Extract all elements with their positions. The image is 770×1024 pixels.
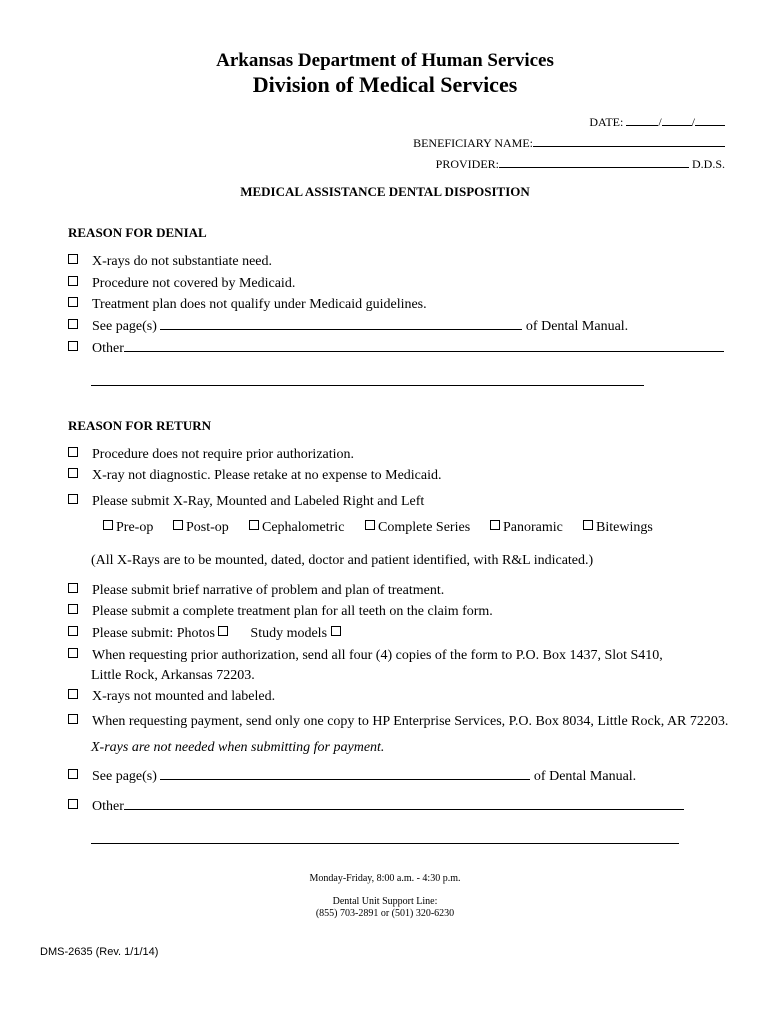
beneficiary-label: BENEFICIARY NAME: (413, 136, 533, 150)
return-item-label: Please submit a complete treatment plan for all teeth on the claim form. (92, 604, 493, 619)
checkbox[interactable] (68, 583, 78, 593)
other-label: Other (92, 341, 124, 356)
provider-label: PROVIDER: (435, 157, 499, 171)
checkbox[interactable] (68, 626, 78, 636)
checkbox[interactable] (68, 447, 78, 457)
payment-note: X-rays are not needed when submitting for payment. (91, 740, 385, 755)
denial-heading: REASON FOR DENIAL (68, 225, 207, 240)
xray-option-label: Complete Series (378, 520, 471, 535)
checkbox[interactable] (68, 319, 78, 329)
xray-note: (All X-Rays are to be mounted, dated, doctor and patient identified, with R&L indicated.) (91, 553, 594, 568)
date-separator: / (658, 115, 662, 129)
return-item[interactable] (68, 468, 442, 484)
checkbox[interactable] (68, 468, 78, 478)
see-pages-suffix: of Dental Manual. (525, 319, 629, 334)
prior-auth-address: Little Rock, Arkansas 72203. (91, 668, 255, 683)
checkbox[interactable] (68, 689, 78, 699)
checkbox[interactable] (173, 520, 183, 530)
checkbox[interactable] (68, 648, 78, 658)
return-item-label: Please submit brief narrative of problem and plan of treatment. (92, 583, 445, 598)
xray-option-preop[interactable] (103, 520, 153, 536)
return-item[interactable] (68, 648, 663, 664)
date-month-blank[interactable] (626, 114, 658, 126)
other-continuation-line[interactable] (91, 843, 679, 844)
checkbox[interactable] (68, 341, 78, 351)
return-item[interactable] (68, 689, 275, 705)
other-blank[interactable] (124, 798, 684, 810)
denial-item-label: X-rays do not substantiate need. (92, 254, 273, 269)
return-item[interactable] (68, 714, 728, 730)
other-continuation-line[interactable] (91, 385, 644, 386)
checkbox[interactable] (68, 494, 78, 504)
xray-option-label: Panoramic (503, 520, 563, 535)
xray-option-label: Bitewings (596, 520, 653, 535)
form-title: MEDICAL ASSISTANCE DENTAL DISPOSITION (240, 184, 530, 199)
support-line-label: Dental Unit Support Line: (332, 896, 438, 907)
date-label: DATE: (589, 115, 624, 129)
org-title: Arkansas Department of Human Services (216, 50, 554, 71)
provider-field[interactable] (436, 156, 725, 172)
return-see-pages[interactable] (68, 768, 636, 785)
checkbox[interactable] (68, 799, 78, 809)
provider-suffix: D.D.S. (691, 157, 725, 171)
return-item-label: X-ray not diagnostic. Please retake at no expense to Medicaid. (92, 468, 442, 483)
xray-option-panoramic[interactable] (490, 520, 563, 536)
xray-option-label: Pre-op (116, 520, 154, 535)
study-models-checkbox[interactable] (331, 626, 341, 636)
return-item[interactable] (68, 604, 493, 620)
denial-item[interactable] (68, 276, 295, 292)
return-item-label: When requesting prior authorization, send all four (4) copies of the form to P.O. Box 1437, Slot S410, (92, 648, 663, 663)
return-item[interactable] (68, 494, 424, 510)
xray-option-complete-series[interactable] (365, 520, 470, 536)
see-pages-suffix: of Dental Manual. (533, 769, 637, 784)
provider-blank[interactable] (499, 156, 689, 168)
checkbox[interactable] (68, 604, 78, 614)
see-pages-label: See page(s) (92, 769, 157, 784)
checkbox[interactable] (103, 520, 113, 530)
see-pages-blank[interactable] (160, 318, 522, 330)
see-pages-blank[interactable] (160, 768, 530, 780)
beneficiary-field[interactable] (413, 135, 725, 151)
denial-see-pages[interactable] (68, 318, 628, 335)
date-year-blank[interactable] (695, 114, 725, 126)
denial-other[interactable] (68, 340, 724, 357)
return-item[interactable] (68, 583, 444, 599)
checkbox[interactable] (68, 254, 78, 264)
office-hours: Monday-Friday, 8:00 a.m. - 4:30 p.m. (309, 873, 461, 884)
xray-option-bitewings[interactable] (583, 520, 653, 536)
submit-photos-label: Please submit: Photos (92, 626, 215, 641)
support-phones: (855) 703-2891 or (501) 320-6230 (315, 908, 455, 919)
checkbox[interactable] (68, 276, 78, 286)
denial-item-label: Procedure not covered by Medicaid. (92, 276, 296, 291)
checkbox[interactable] (365, 520, 375, 530)
xray-option-label: Post-op (186, 520, 229, 535)
return-item-label: When requesting payment, send only one copy to HP Enterprise Services, P.O. Box 8034, Little Rock, AR 72203. (92, 714, 729, 729)
division-title: Division of Medical Services (252, 72, 518, 97)
denial-item[interactable] (68, 254, 272, 270)
checkbox[interactable] (68, 297, 78, 307)
checkbox[interactable] (249, 520, 259, 530)
date-day-blank[interactable] (662, 114, 692, 126)
checkbox[interactable] (68, 769, 78, 779)
return-item-label: X-rays not mounted and labeled. (92, 689, 276, 704)
beneficiary-blank[interactable] (533, 135, 725, 147)
xray-option-label: Cephalometric (262, 520, 345, 535)
other-blank[interactable] (124, 340, 724, 352)
xray-option-cephalometric[interactable] (249, 520, 344, 536)
return-heading: REASON FOR RETURN (68, 418, 212, 433)
return-item-label: Procedure does not require prior authorization. (92, 447, 355, 462)
denial-item-label: Treatment plan does not qualify under Medicaid guidelines. (92, 297, 427, 312)
return-item-label: Please submit X-Ray, Mounted and Labeled Right and Left (92, 494, 425, 509)
xray-option-postop[interactable] (173, 520, 229, 536)
checkbox[interactable] (490, 520, 500, 530)
checkbox[interactable] (583, 520, 593, 530)
date-field[interactable] (589, 114, 725, 130)
denial-item[interactable] (68, 297, 427, 313)
return-submit-media (68, 626, 355, 642)
form-number: DMS-2635 (Rev. 1/1/14) (40, 946, 159, 958)
see-pages-label: See page(s) (92, 319, 157, 334)
other-label: Other (92, 799, 124, 814)
photos-checkbox[interactable] (218, 626, 228, 636)
return-item[interactable] (68, 447, 354, 463)
date-separator: / (691, 115, 695, 129)
checkbox[interactable] (68, 714, 78, 724)
study-models-label: Study models (250, 626, 328, 641)
return-other[interactable] (68, 798, 684, 815)
